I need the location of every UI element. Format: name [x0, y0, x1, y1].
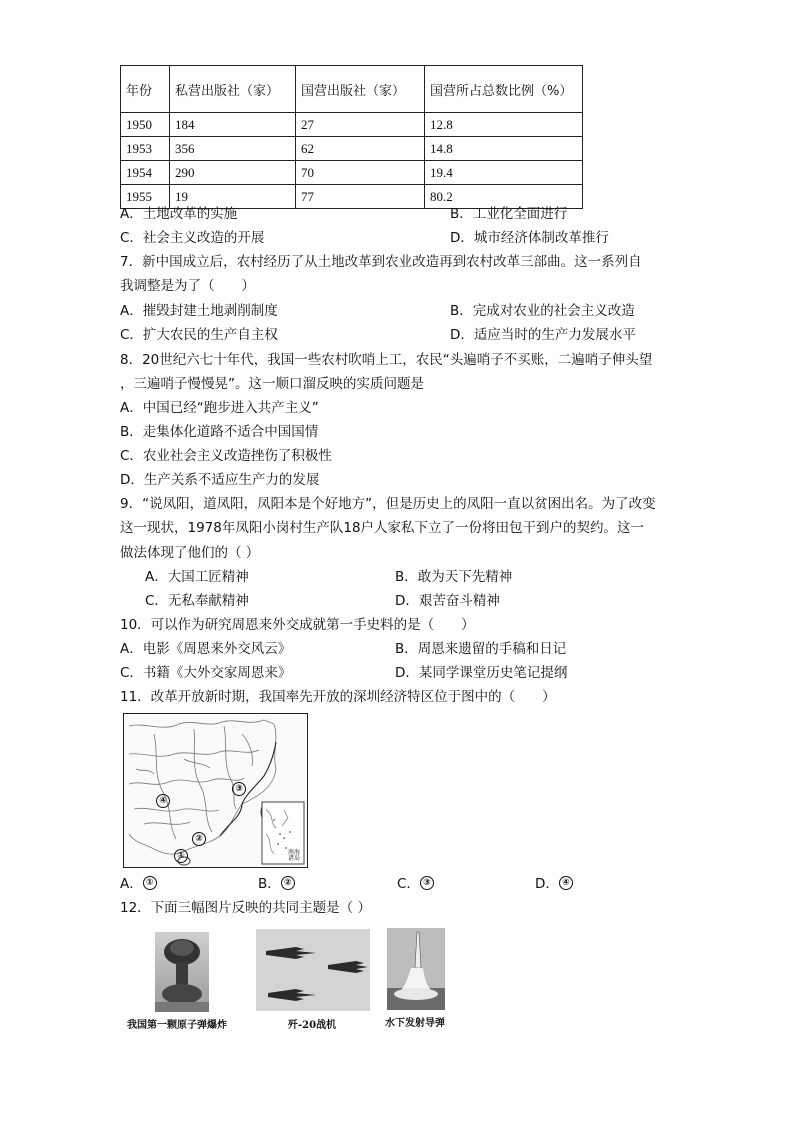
q9-stem-line2: 这一现状，1978年凤阳小岗村生产队18户人家私下立了一份将田包干到户的契约。这一 [120, 520, 645, 536]
q9-stem-line1: 9．“说凤阳，道凤阳，凤阳本是个好地方”，但是历史上的凤阳一直以贫困出名。为了改变 [120, 496, 656, 512]
q11-option-a-mark: ① [143, 876, 157, 890]
q10-stem: 10．可以作为研究周恩来外交成就第一手史料的是（ ） [120, 617, 475, 633]
q11-option-c-prefix: C． [397, 876, 420, 892]
q8-option-d[interactable]: D．生产关系不适应生产力的发展 [120, 472, 320, 488]
table-cell: 19 [170, 185, 296, 209]
table-cell: 19.4 [425, 161, 583, 185]
table-cell: 1955 [121, 185, 170, 209]
publisher-table [120, 65, 583, 209]
missile-launch-caption: 水下发射导弹 [385, 1018, 445, 1029]
table-row [121, 161, 583, 185]
q11-option-d[interactable] [535, 874, 573, 894]
atomic-bomb-caption: 我国第一颗原子弹爆炸 [127, 1020, 227, 1031]
q11-option-c-mark: ③ [420, 876, 434, 890]
table-header-cell: 年份 [121, 66, 170, 113]
table-cell: 62 [296, 137, 425, 161]
q9-stem-line3: 做法体现了他们的（ ） [120, 545, 260, 561]
q7-option-c[interactable]: C．扩大农民的生产自主权 [120, 327, 278, 343]
table-cell: 27 [296, 113, 425, 137]
q7-option-b[interactable]: B．完成对农业的社会主义改造 [450, 303, 635, 319]
q10-option-c[interactable]: C．书籍《大外交家周恩来》 [120, 665, 292, 681]
q7-stem-line1: 7．新中国成立后，农村经历了从土地改革到农业改造再到农村改革三部曲。这一系列自 [120, 254, 642, 270]
q11-option-d-prefix: D． [535, 876, 559, 892]
table-header-cell: 国营出版社（家） [296, 66, 425, 113]
q6-option-a[interactable]: A．土地改革的实施 [120, 206, 238, 222]
table-header-cell: 私营出版社（家） [170, 66, 296, 113]
q11-option-b-mark: ② [281, 876, 295, 890]
map-marker-3: ③ [232, 782, 246, 796]
q11-option-d-mark: ④ [559, 876, 573, 890]
q9-option-a[interactable]: A．大国工匠精神 [145, 569, 249, 585]
q11-option-c[interactable] [397, 874, 434, 894]
china-map-svg [124, 714, 307, 867]
table-row [121, 137, 583, 161]
q12-stem: 12．下面三幅图片反映的共同主题是（ ） [120, 900, 371, 916]
q8-option-c[interactable]: C．农业社会主义改造挫伤了积极性 [120, 448, 332, 464]
table-cell: 1954 [121, 161, 170, 185]
q6-option-c[interactable]: C．社会主义改造的开展 [120, 230, 265, 246]
q11-option-b[interactable] [258, 874, 295, 894]
map-marker-1: ① [174, 849, 188, 863]
q6-option-b[interactable]: B．工业化全面进行 [450, 206, 568, 222]
q11-option-a[interactable] [120, 874, 157, 894]
q11-option-b-prefix: B． [258, 876, 281, 892]
q8-option-a[interactable]: A．中国已经“跑步进入共产主义” [120, 400, 319, 416]
q7-stem-line2: 我调整是为了（ ） [120, 278, 255, 294]
table-cell: 12.8 [425, 113, 583, 137]
q6-option-d[interactable]: D．城市经济体制改革推行 [450, 230, 609, 246]
q10-option-a[interactable]: A．电影《周恩来外交风云》 [120, 641, 292, 657]
table-cell: 184 [170, 113, 296, 137]
table-cell: 1950 [121, 113, 170, 137]
table-cell: 356 [170, 137, 296, 161]
table-cell: 70 [296, 161, 425, 185]
table-cell: 80.2 [425, 185, 583, 209]
j20-fighters-caption: 歼-20战机 [288, 1020, 337, 1031]
table-cell: 1953 [121, 137, 170, 161]
china-map-figure [123, 713, 308, 868]
q8-stem-line2: ，三遍哨子慢慢晃”。这一顺口溜反映的实质问题是 [120, 376, 424, 392]
table-cell: 290 [170, 161, 296, 185]
missile-launch-photo [387, 928, 445, 1010]
inset-label: 南海诸岛 [288, 849, 301, 862]
q9-option-b[interactable]: B．敢为天下先精神 [395, 569, 513, 585]
q11-option-a-prefix: A． [120, 876, 143, 892]
map-marker-2: ② [192, 832, 206, 846]
q10-option-d[interactable]: D．某同学课堂历史笔记提纲 [395, 665, 568, 681]
q8-option-b[interactable]: B．走集体化道路不适合中国国情 [120, 424, 319, 440]
atomic-bomb-photo [155, 932, 209, 1012]
table-header-cell: 国营所占总数比例（%） [425, 66, 583, 113]
q10-option-b[interactable]: B．周恩来遗留的手稿和日记 [395, 641, 567, 657]
q11-stem: 11．改革开放新时期，我国率先开放的深圳经济特区位于图中的（ ） [120, 689, 556, 705]
table-cell: 77 [296, 185, 425, 209]
q9-option-c[interactable]: C．无私奉献精神 [145, 593, 249, 609]
table-header-row [121, 66, 583, 113]
q7-option-d[interactable]: D．适应当时的生产力发展水平 [450, 327, 636, 343]
q9-option-d[interactable]: D．艰苦奋斗精神 [395, 593, 500, 609]
q7-option-a[interactable]: A．摧毁封建土地剥削制度 [120, 303, 278, 319]
map-marker-4: ④ [156, 794, 170, 808]
q8-stem-line1: 8．20世纪六七十年代，我国一些农村吹哨上工，农民“头遍哨子不买账，二遍哨子伸头望 [120, 352, 653, 368]
table-row [121, 113, 583, 137]
j20-fighters-photo [256, 929, 370, 1011]
table-cell: 14.8 [425, 137, 583, 161]
